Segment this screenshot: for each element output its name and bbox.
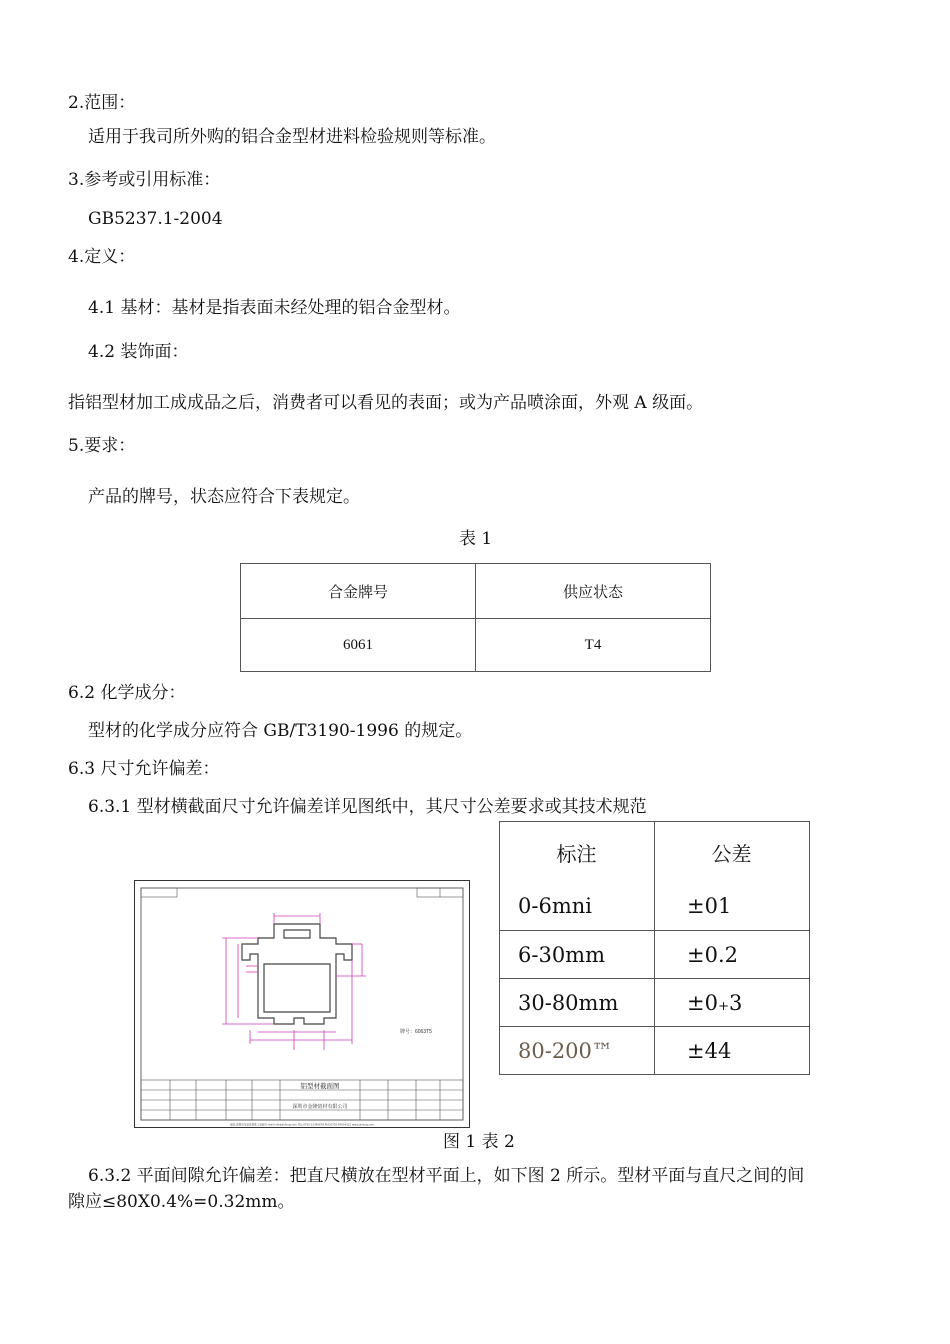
- drawing-part-number: 牌号：6063T5: [400, 1029, 432, 1035]
- definition-4-1: 4.1 基材：基材是指表面未经处理的铝合金型材。: [88, 298, 461, 318]
- table-header-cell: 标注: [500, 822, 655, 883]
- table1-caption: 表 1: [459, 529, 493, 549]
- table-cell: 0-6mni: [500, 882, 655, 931]
- tolerance-table: [499, 821, 810, 1075]
- scope-text: 适用于我司所外购的铝合金型材进料检验规则等标准。: [88, 127, 496, 147]
- table-header-cell: 合金牌号: [241, 564, 476, 619]
- reference-text: GB5237.1-2004: [88, 209, 223, 229]
- figure-caption: 图 1 表 2: [443, 1132, 515, 1152]
- reference-heading: 3.参考或引用标准：: [68, 170, 221, 190]
- definition-4-2-text: 指铝型材加工成成品之后，消费者可以看见的表面；或为产品喷涂面，外观 A 级面。: [68, 393, 704, 413]
- definition-4-2: 4.2 装饰面：: [88, 342, 189, 362]
- drawing-footer: 地址:深圳市宝安区某某工业园 E-mail:info@jinlong.com TEL:0755-12345678 FAX:0755-87654321 www.jinlong.com: [229, 1123, 375, 1127]
- table-cell: ±01: [655, 882, 810, 931]
- chemical-heading: 6.2 化学成分：: [68, 683, 186, 703]
- chemical-text: 型材的化学成分应符合 GB/T3190-1996 的规定。: [88, 721, 473, 741]
- dimension-6-3-1: 6.3.1 型材横截面尺寸允许偏差详见图纸中，其尺寸公差要求或其技术规范: [88, 797, 647, 817]
- table-cell: ±0.2: [655, 931, 810, 979]
- definition-heading: 4.定义：: [68, 247, 136, 267]
- table-cell: 6061: [241, 619, 476, 672]
- table-cell: 30-80mm: [500, 979, 655, 1027]
- table-cell: 6-30mm: [500, 931, 655, 979]
- dimension-heading: 6.3 尺寸允许偏差：: [68, 759, 220, 779]
- table-header-cell: 供应状态: [476, 564, 711, 619]
- alloy-table: [240, 563, 711, 672]
- table-cell: ±0₊3: [655, 979, 810, 1027]
- table-header-cell: 公差: [655, 822, 810, 883]
- drawing-company: 深圳市金隆铝材有限公司: [292, 1104, 348, 1110]
- table-cell: ±44: [655, 1027, 810, 1075]
- requirement-text: 产品的牌号，状态应符合下表规定。: [88, 487, 360, 507]
- requirement-heading: 5.要求：: [68, 436, 136, 456]
- dimension-6-3-2-line1: 6.3.2 平面间隙允许偏差：把直尺横放在型材平面上，如下图 2 所示。型材平面与直尺之间的间: [88, 1166, 805, 1186]
- table-cell: T4: [476, 619, 711, 672]
- cross-section-drawing: [134, 880, 470, 1128]
- table-cell: 80-200™: [500, 1027, 655, 1075]
- scope-heading: 2.范围：: [68, 93, 136, 113]
- dimension-6-3-2-line2: 隙应≤80X0.4%=0.32mm。: [68, 1192, 295, 1212]
- drawing-title: 铝型材截面图: [300, 1082, 340, 1090]
